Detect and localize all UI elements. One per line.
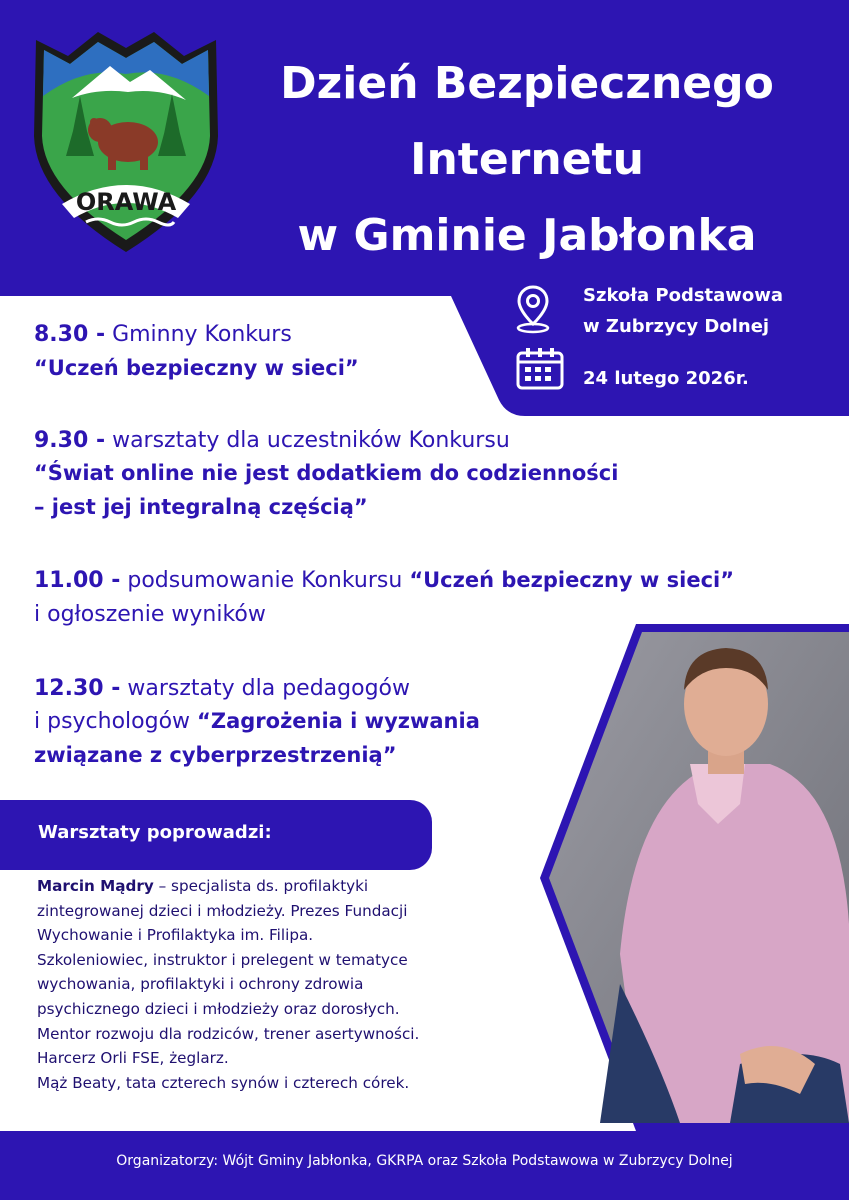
event-4-line-2 — [34, 705, 480, 738]
bio-line-1 — [37, 874, 537, 899]
bio-line: Szkoleniowiec, instruktor i prelegent w tematyce — [37, 950, 408, 969]
crest-label: ORAWA — [75, 188, 177, 216]
title-line-1: Dzień Bezpiecznego — [280, 58, 774, 109]
speaker-bio — [37, 874, 537, 1095]
event-4-line2-plain: i psychologów — [34, 709, 198, 734]
banner-text: Warsztaty poprowadzi: — [38, 822, 272, 843]
calendar-icon — [515, 347, 565, 391]
bio-line: Wychowanie i Profilaktyka im. Filipa. — [37, 926, 314, 945]
bio-line: Mąż Beaty, tata czterech synów i czterech córek. — [37, 1073, 410, 1092]
location-line-2: w Zubrzycy Dolnej — [583, 316, 770, 337]
event-1-line-2 — [34, 352, 359, 385]
event-1-desc: Gminny Konkurs — [105, 322, 292, 347]
event-1-title: “Uczeń bezpieczny w sieci” — [34, 356, 359, 380]
bio-line: wychowania, profilaktyki i ochrony zdrowia — [37, 975, 364, 994]
speaker-name: Marcin Mądry — [37, 877, 154, 895]
bio-line: Harcerz Orli FSE, żeglarz. — [37, 1049, 229, 1068]
speaker-photo — [540, 624, 849, 1131]
event-3-time: 11.00 - — [34, 568, 121, 593]
event-2-title-1: “Świat online nie jest dodatkiem do codzienności — [34, 461, 619, 485]
event-2-desc: warsztaty dla uczestników Konkursu — [105, 428, 510, 453]
event-2-line-2 — [34, 457, 618, 490]
event-2-title-2: – jest jej integralną częścią” — [34, 495, 368, 519]
event-4-title-2: związane z cyberprzestrzenią” — [34, 743, 397, 767]
event-3-line-2 — [34, 598, 266, 631]
event-4-title-1: “Zagrożenia i wyzwania — [197, 709, 480, 733]
event-2-line-1 — [34, 424, 510, 457]
bio-line: zintegrowanej dzieci i młodzieży. Prezes Fundacji — [37, 901, 408, 920]
event-date: 24 lutego 2026r. — [583, 368, 749, 389]
page-title — [232, 46, 822, 274]
event-3-desc: podsumowanie Konkursu — [120, 568, 410, 593]
location-line-1: Szkoła Podstawowa — [583, 285, 784, 306]
bio-line: Mentor rozwoju dla rodziców, trener asertywności. — [37, 1024, 420, 1043]
bio-line-1-rest: – specjalista ds. profilaktyki — [153, 877, 369, 895]
event-3-line-1 — [34, 564, 734, 597]
event-4-time: 12.30 - — [34, 676, 121, 701]
title-line-2: Internetu — [410, 134, 644, 185]
event-3-title: “Uczeń bezpieczny w sieci” — [409, 568, 735, 592]
event-4-desc: warsztaty dla pedagogów — [120, 676, 410, 701]
footer-text: Organizatorzy: Wójt Gminy Jabłonka, GKRPA oraz Szkoła Podstawowa w Zubrzycy Dolnej — [116, 1153, 733, 1169]
title-line-3: w Gminie Jabłonka — [297, 210, 757, 261]
event-4-line-1 — [34, 672, 410, 705]
location-pin-icon — [516, 284, 550, 334]
event-2-time: 9.30 - — [34, 428, 106, 453]
event-2-line-3 — [34, 491, 368, 524]
event-1-time: 8.30 - — [34, 322, 106, 347]
event-1-line-1 — [34, 318, 292, 351]
event-4-line-3 — [34, 739, 397, 772]
event-3-line2-text: i ogłoszenie wyników — [34, 602, 266, 627]
bear-crest-icon — [28, 26, 224, 254]
bio-line: psychicznego dzieci i młodzieży oraz dorosłych. — [37, 999, 400, 1018]
